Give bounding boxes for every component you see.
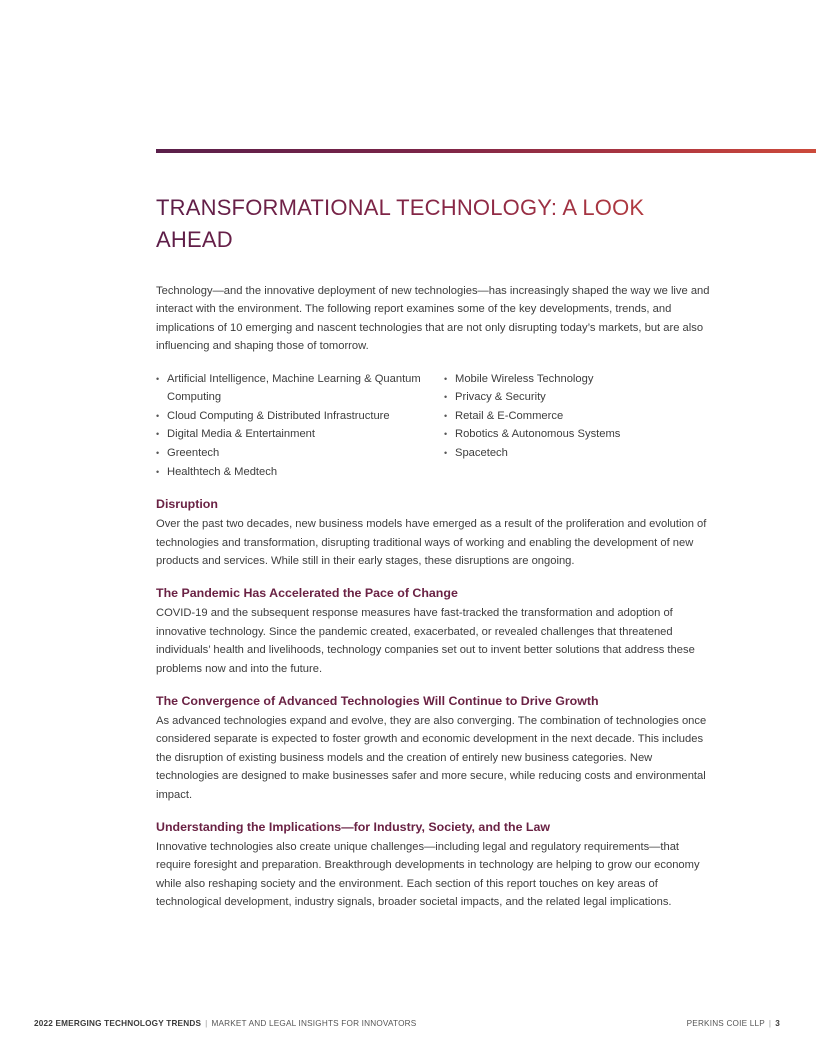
page-footer [34,1019,780,1028]
list-item: • Greentech [156,444,444,463]
section-heading: The Convergence of Advanced Technologies Will Continue to Drive Growth [156,694,599,709]
list-item: • Retail & E-Commerce [444,407,712,426]
page-title: TRANSFORMATIONAL TECHNOLOGY: A LOOK AHEAD [156,192,712,256]
section-body: As advanced technologies expand and evolve, they are also converging. The combination of technologies once considered separate is expected to foster growth and economic development in the next decade. This includes the disruption of existing business models and the creation of entirely new business categories. New technologies are designed to make businesses safer and more secure, while reducing costs and environmental impact. [156,715,707,801]
footer-subtitle: MARKET AND LEGAL INSIGHTS FOR INNOVATORS [211,1019,417,1028]
list-item: • Healthtech & Medtech [156,463,444,482]
footer-report-name: 2022 EMERGING TECHNOLOGY TRENDS [34,1019,202,1028]
list-item: • Spacetech [444,444,712,463]
section-disruption [156,495,712,570]
footer-separator: | [205,1019,208,1028]
section-body: Over the past two decades, new business models have emerged as a result of the proliferation and evolution of technologies and transformation, disrupting traditional ways of working and enabling the development of new products and services. While still in their early stages, these disruptions are ongoing. [156,518,707,567]
list-item: • Mobile Wireless Technology [444,370,712,389]
list-item: • Cloud Computing & Distributed Infrastructure [156,407,444,426]
section-heading: Understanding the Implications—for Industry, Society, and the Law [156,820,551,835]
list-item: • Digital Media & Entertainment [156,425,444,444]
technology-list-left [156,370,444,482]
section-pandemic [156,584,712,678]
footer-left [34,1019,416,1028]
page-number: 3 [775,1019,780,1028]
footer-separator: | [768,1019,772,1028]
top-gradient-rule [156,149,816,153]
list-item: • Robotics & Autonomous Systems [444,425,712,444]
intro-paragraph: Technology—and the innovative deployment of new technologies—has increasingly shaped the way we live and interact with the environment. The following report examines some of the key developments, trends, and implications of 10 emerging and nascent technologies that are not only disrupting today’s markets, but are also influencing and shaping those of tomorrow. [156,285,710,353]
main-content [156,192,712,912]
footer-firm: PERKINS COIE LLP [686,1019,765,1028]
section-implications [156,818,712,912]
technology-list [156,370,712,482]
footer-right [687,1019,780,1028]
section-heading: Disruption [156,497,218,512]
list-item: • Privacy & Security [444,388,712,407]
section-convergence [156,692,712,804]
section-body: COVID-19 and the subsequent response measures have fast-tracked the transformation and adoption of innovative technology. Since the pandemic created, exacerbated, or revealed challenges that threatened individuals’ health and livelihoods, technology companies set out to invent better solutions that address these problems now and into the future. [156,607,695,675]
list-item: • Artificial Intelligence, Machine Learning & Quantum Computing [156,370,444,407]
section-body: Innovative technologies also create unique challenges—including legal and regulatory requirements—that require foresight and preparation. Breakthrough developments in technology are helping to grow our economy while also reshaping society and the environment. Each section of this report touches on key areas of technological development, industry signals, broader societal impacts, and the related legal implications. [156,841,700,909]
section-heading: The Pandemic Has Accelerated the Pace of Change [156,586,458,601]
technology-list-right [444,370,712,482]
